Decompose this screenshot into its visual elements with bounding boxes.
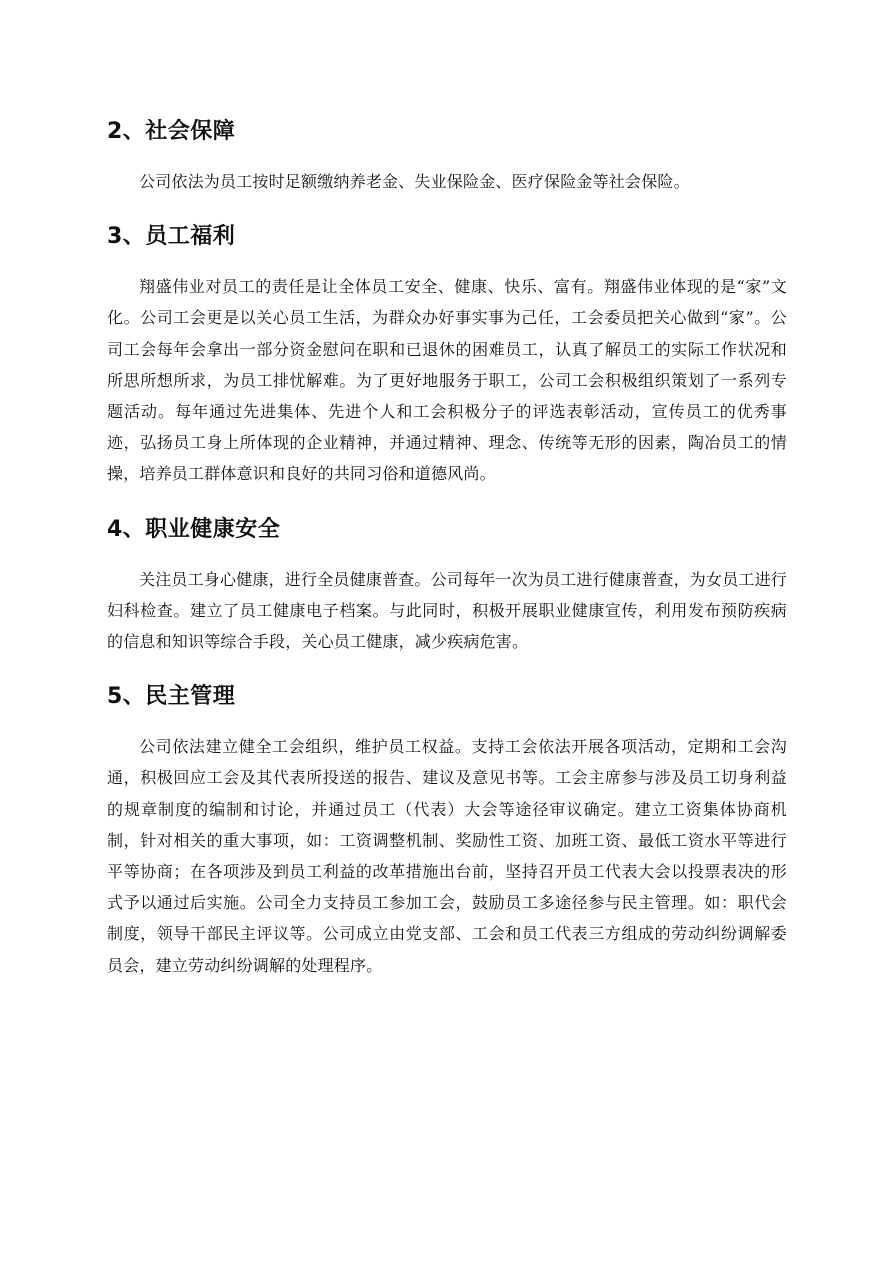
section-social-security [107,112,787,197]
document-page [107,112,787,1001]
section-heading: 5、民主管理 [107,684,236,710]
section-paragraph: 翔盛伟业对员工的责任是让全体员工安全、健康、快乐、富有。翔盛伟业体现的是“家”文化。公司工会更是以关心员工生活，为群众办好事实事为己任，工会委员把关心做到“家”。公司工会每年会拿出一部分资金慰问在职和已退休的困难员工，认真了解员工的实际工作状况和所思所想所求，为员工排忧解难。为了更好地服务于职工，公司工会积极组织策划了一系列专题活动。每年通过先进集体、先进个人和工会积极分子的评选表彰活动，宣传员工的优秀事迹，弘扬员工身上所体现的企业精神，并通过精神、理念、传统等无形的因素，陶冶员工的情操，培养员工群体意识和良好的共同习俗和道德风尚。 [107,277,787,484]
section-democratic-management [107,677,787,981]
section-occupational-health [107,510,787,658]
section-heading: 2、社会保障 [107,119,236,144]
section-paragraph: 公司依法为员工按时足额缴纳养老金、失业保险金、医疗保险金等社会保险。 [139,172,690,191]
section-heading: 3、员工福利 [107,224,236,250]
section-paragraph: 公司依法建立健全工会组织，维护员工权益。支持工会依法开展各项活动，定期和工会沟通，积极回应工会及其代表所投送的报告、建议及意见书等。工会主席参与涉及员工切身利益的规章制度的编制和讨论，并通过员工（代表）大会等途径审议确定。建立工资集体协商机制，针对相关的重大事项，如：工资调整机制、奖励性工资、加班工资、最低工资水平等进行平等协商；在各项涉及到员工利益的改革措施出台前，坚持召开员工代表大会以投票表决的形式予以通过后实施。公司全力支持员工参加工会，鼓励员工多途径参与民主管理。如：职代会制度，领导干部民主评议等。公司成立由党支部、工会和员工代表三方组成的劳动纠纷调解委员会，建立劳动纠纷调解的处理程序。 [107,737,787,975]
section-employee-welfare [107,217,787,489]
section-heading: 4、职业健康安全 [107,516,281,542]
section-paragraph: 关注员工身心健康，进行全员健康普查。公司每年一次为员工进行健康普查，为女员工进行妇科检查。建立了员工健康电子档案。与此同时，积极开展职业健康宣传，利用发布预防疾病的信息和知识等综合手段，关心员工健康，减少疾病危害。 [107,569,788,652]
